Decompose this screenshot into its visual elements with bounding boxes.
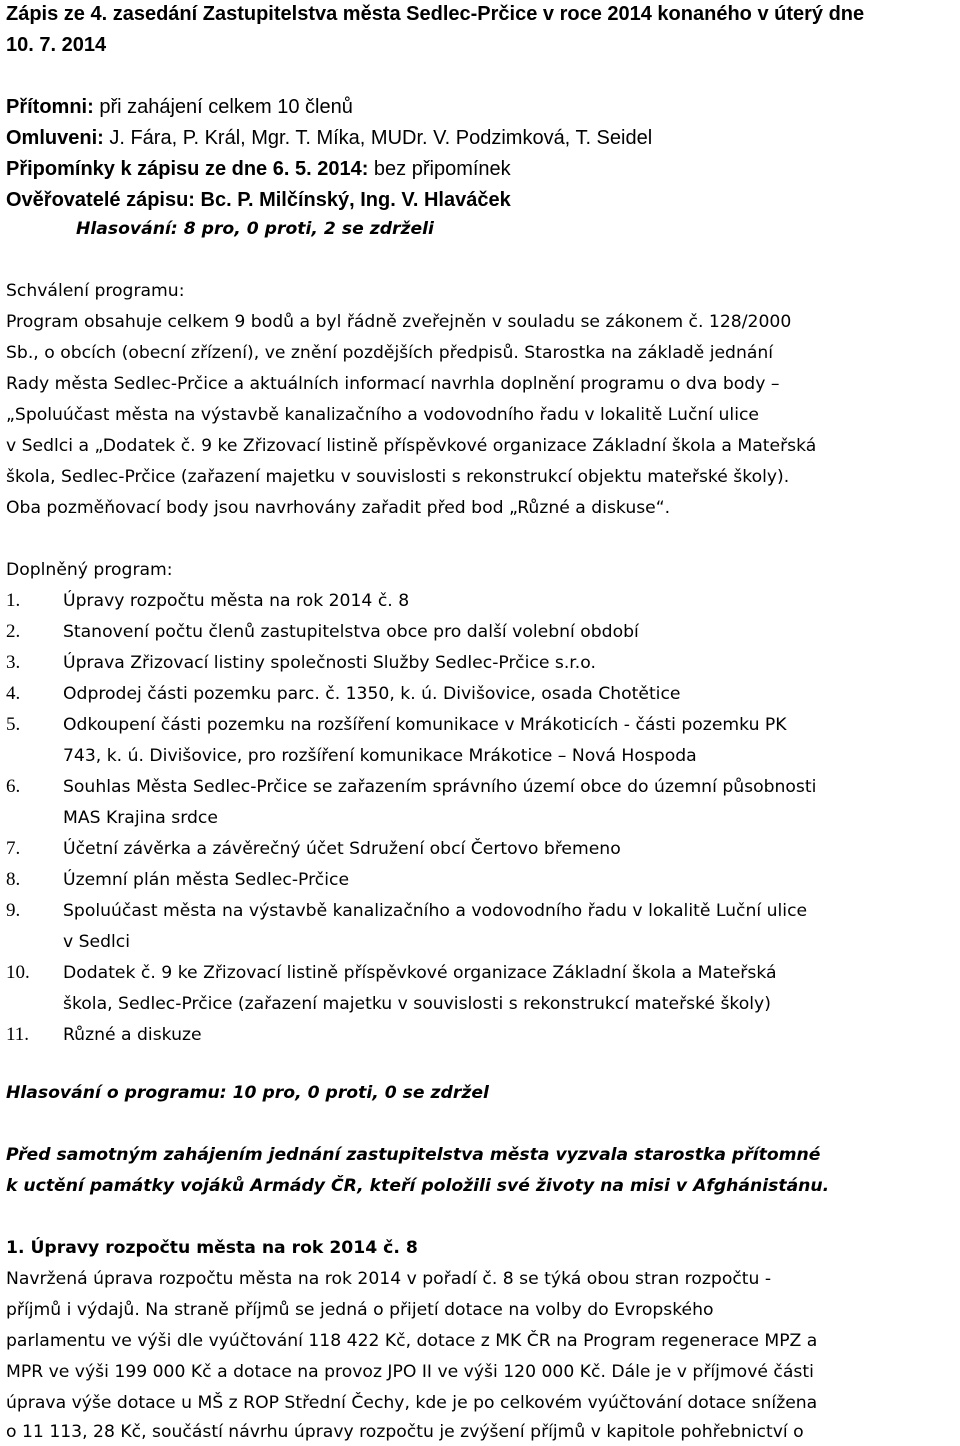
program-item-text: Odprodej části pozemku parc. č. 1350, k. ú. Divišovice, osada Chotětice <box>63 684 681 704</box>
approval-line-3: Rady města Sedlec-Prčice a aktuálních informací navrhla doplnění programu o dva body – <box>6 374 780 394</box>
excused-label: Omluveni: <box>6 127 104 149</box>
approval-line-1: Program obsahuje celkem 9 bodů a byl řádně zveřejněn v souladu se zákonem č. 128/2000 <box>6 312 792 332</box>
program-item-text: Úpravy rozpočtu města na rok 2014 č. 8 <box>63 591 410 611</box>
program-item-text-cont: v Sedlci <box>63 932 131 952</box>
remarks-line <box>6 157 511 181</box>
program-item-number: 4. <box>6 683 21 704</box>
program-item-text: Odkoupení části pozemku na rozšíření komunikace v Mrákoticích - části pozemku PK <box>63 715 787 735</box>
section1-line-6: o 11 113, 28 Kč, součástí návrhu úpravy rozpočtu je zvýšení příjmů v kapitole pohřebnictví o <box>6 1422 804 1442</box>
program-heading-text: Doplněný program: <box>6 560 173 580</box>
program-item-text: Dodatek č. 9 ke Zřizovací listině příspěvkové organizace Základní škola a Mateřská <box>63 963 777 983</box>
program-item-number: 8. <box>6 869 21 890</box>
tribute-line-1: Před samotným zahájením jednání zastupitelstva města vyzvala starostka přítomné <box>6 1145 821 1165</box>
approval-line-7: Oba pozměňovací body jsou navrhovány zařadit před bod „Různé a diskuse“. <box>6 498 671 518</box>
program-item-text: Různé a diskuze <box>63 1025 202 1045</box>
verifiers-label: Ověřovatelé zápisu: <box>6 189 195 211</box>
program-item-text: Úprava Zřizovací listiny společnosti Služby Sedlec-Prčice s.r.o. <box>63 653 596 673</box>
program-item-number: 2. <box>6 621 21 642</box>
program-item-text: Spoluúčast města na výstavbě kanalizačního a vodovodního řadu v lokalitě Luční ulice <box>63 901 808 921</box>
approval-line-6: škola, Sedlec-Prčice (zařazení majetku v souvislosti s rekonstrukcí objektu mateřské školy). <box>6 467 790 487</box>
present-line <box>6 95 353 119</box>
approval-heading <box>6 279 185 303</box>
program-item-number: 11. <box>6 1024 30 1045</box>
approval-line-2: Sb., o obcích (obecní zřízení), ve znění pozdějších předpisů. Starostka na základě jednání <box>6 343 774 363</box>
approval-heading-text: Schválení programu: <box>6 281 185 301</box>
program-item-number: 1. <box>6 590 21 611</box>
program-item-text: Územní plán města Sedlec-Prčice <box>63 870 350 890</box>
excused-value: J. Fára, P. Král, Mgr. T. Míka, MUDr. V. Podzimková, T. Seidel <box>103 127 653 149</box>
program-item-text: Souhlas Města Sedlec-Prčice se zařazením správního území obce do územní působnosti <box>63 777 817 797</box>
document-title-line1: Zápis ze 4. zasedání Zastupitelstva města Sedlec-Prčice v roce 2014 konaného v úterý dne <box>6 3 865 25</box>
section1-line-3: parlamentu ve výši dle vyúčtování 118 422 Kč, dotace z MK ČR na Program regenerace MPZ a <box>6 1331 818 1351</box>
program-item-text: Stanovení počtu členů zastupitelstva obce pro další volební období <box>63 622 639 642</box>
remarks-label: Připomínky k zápisu ze dne 6. 5. 2014: <box>6 158 369 180</box>
program-item-number: 9. <box>6 900 21 921</box>
document-title-line2: 10. 7. 2014 <box>6 34 107 56</box>
approval-line-4: „Spoluúčast města na výstavbě kanalizačního a vodovodního řadu v lokalitě Luční ulice <box>6 405 759 425</box>
present-label: Přítomni: <box>6 96 94 118</box>
section1-heading: 1. Úpravy rozpočtu města na rok 2014 č. 8 <box>6 1238 418 1258</box>
approval-line-5: v Sedlci a „Dodatek č. 9 ke Zřizovací listině příspěvkové organizace Základní škola a Mateřská <box>6 436 817 456</box>
program-item-text-cont: škola, Sedlec-Prčice (zařazení majetku v souvislosti s rekonstrukcí mateřské školy) <box>63 994 771 1014</box>
program-item-number: 5. <box>6 714 21 735</box>
section1-line-4: MPR ve výši 199 000 Kč a dotace na provoz JPO II ve výši 120 000 Kč. Dále je v příjmové části <box>6 1362 814 1382</box>
program-item-number: 3. <box>6 652 21 673</box>
section1-line-2: příjmů i výdajů. Na straně příjmů se jedná o přijetí dotace na volby do Evropského <box>6 1300 714 1320</box>
tribute-line-2: k uctění památky vojáků Armády ČR, kteří položili své životy na misi v Afghánistánu. <box>6 1176 830 1196</box>
present-value: při zahájení celkem 10 členů <box>93 96 353 118</box>
program-item-number: 10. <box>6 962 30 983</box>
program-item-text-cont: 743, k. ú. Divišovice, pro rozšíření komunikace Mrákotice – Nová Hospoda <box>63 746 697 766</box>
verifiers-value: Bc. P. Milčínský, Ing. V. Hlaváček <box>194 189 511 211</box>
program-item-number: 6. <box>6 776 21 797</box>
section1-line-5: úprava výše dotace u MŠ z ROP Střední Čechy, kde je po celkovém vyúčtování dotace snížena <box>6 1393 818 1413</box>
section1-line-1: Navržená úprava rozpočtu města na rok 2014 v pořadí č. 8 se týká obou stran rozpočtu - <box>6 1269 772 1289</box>
program-item-text: Účetní závěrka a závěrečný účet Sdružení obcí Čertovo břemeno <box>63 839 621 859</box>
program-vote: Hlasování o programu: 10 pro, 0 proti, 0 se zdržel <box>6 1083 489 1103</box>
remarks-value: bez připomínek <box>368 158 511 180</box>
program-item-text-cont: MAS Krajina srdce <box>63 808 218 828</box>
verifiers-line <box>6 188 511 212</box>
program-list <box>6 589 956 1053</box>
excused-line <box>6 126 652 150</box>
program-item-number: 7. <box>6 838 21 859</box>
attendance-vote: Hlasování: 8 pro, 0 proti, 2 se zdrželi <box>76 219 434 239</box>
program-heading <box>6 558 173 582</box>
